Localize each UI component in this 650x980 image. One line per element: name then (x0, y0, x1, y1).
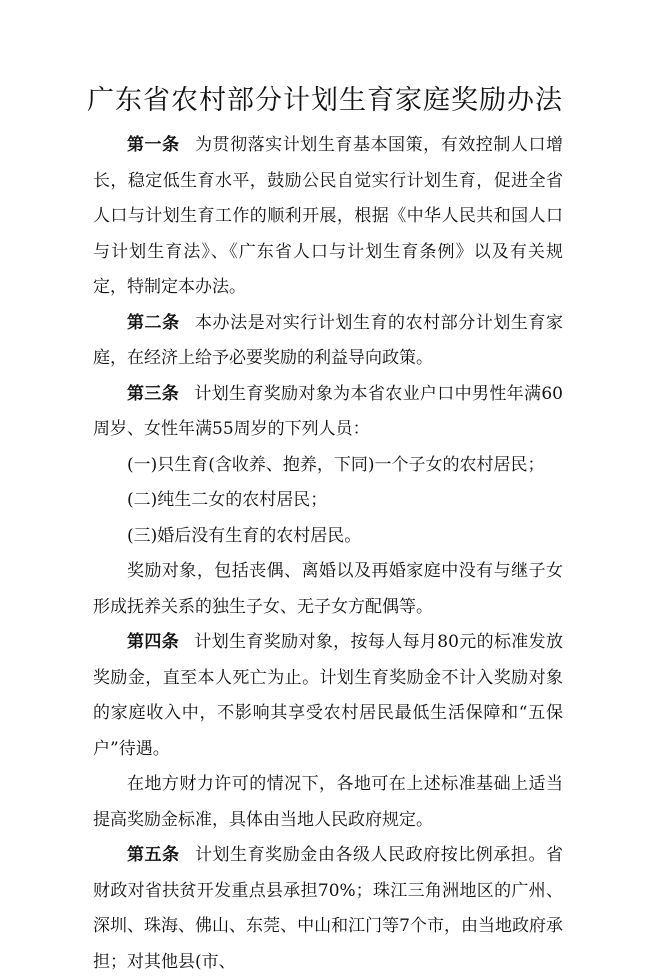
article-2 (93, 306, 563, 377)
article-3-note: 奖励对象，包括丧偶、离婚以及再婚家庭中没有与继子女形成抚养关系的独生子女、无子女方配偶等。 (93, 561, 563, 617)
article-label: 第四条 (127, 632, 180, 652)
article-4 (93, 625, 563, 767)
document-body (93, 128, 563, 980)
article-text: 计划生育奖励金由各级人民政府按比例承担。省财政对省扶贫开发重点县承担70%；珠江三角洲地区的广州、深圳、珠海、佛山、东莞、中山和江门等7个市，由当地政府承担；对其他县(市、 (93, 845, 564, 972)
article-text: 计划生育奖励对象为本省农业户口中男性年满60周岁、女性年满55周岁的下列人员： (93, 383, 564, 439)
article-label: 第五条 (127, 845, 180, 865)
article-3-item-2: (二)纯生二女的农村居民； (127, 490, 328, 510)
article-5 (93, 838, 563, 980)
article-4-note: 在地方财力许可的情况下，各地可在上述标准基础上适当提高奖励金标准，具体由当地人民政府规定。 (93, 774, 563, 830)
article-text: 计划生育奖励对象，按每人每月80元的标准发放奖励金，直至本人死亡为止。计划生育奖励金不计入奖励对象的家庭收入中，不影响其享受农村居民最低生活保障和“五保户”待遇。 (93, 632, 564, 759)
article-label: 第二条 (127, 312, 180, 333)
article-1 (93, 128, 563, 306)
article-text: 为贯彻落实计划生育基本国策，有效控制人口增长，稳定低生育水平，鼓励公民自觉实行计划生育，促进全省人口与计划生育工作的顺利开展，根据《中华人民共和国人口与计划生育法》、《广东省人口与计划生育条例》以及有关规定，特制定本办法。 (93, 135, 564, 297)
article-label: 第一条 (127, 135, 180, 155)
document-title: 广东省农村部分计划生育家庭奖励办法 (87, 85, 563, 116)
article-3 (93, 377, 563, 448)
article-3-item-3: (三)婚后没有生育的农村居民。 (127, 525, 362, 546)
article-3-item-1: (一)只生育(含收养、抱养，下同)一个子女的农村居民； (127, 454, 545, 475)
article-label: 第三条 (127, 383, 180, 404)
article-text: 本办法是对实行计划生育的农村部分计划生育家庭，在经济上给予必要奖励的利益导向政策。 (93, 312, 564, 368)
